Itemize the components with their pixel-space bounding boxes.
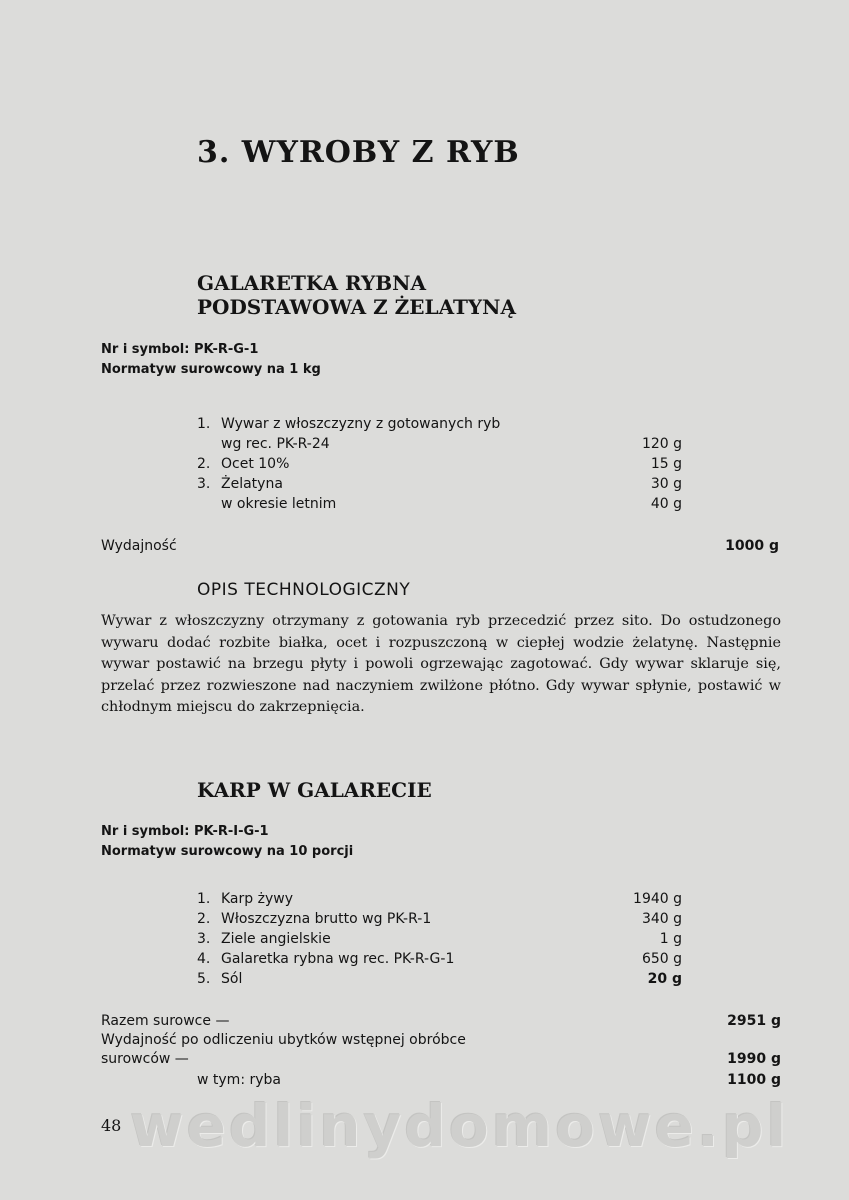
- section-heading: OPIS TECHNOLOGICZNY: [197, 580, 411, 600]
- ingredient-name: w okresie letnim: [221, 496, 337, 512]
- ingredient-row: [197, 969, 242, 989]
- recipe2-yield-value: 1990 g: [727, 1051, 781, 1067]
- ingredient-name: Żelatyna: [221, 476, 283, 492]
- ingredient-name: Włoszczyzna brutto wg PK-R-1: [221, 911, 432, 927]
- ingredient-row: [197, 929, 331, 949]
- ingredient-name: Ziele angielskie: [221, 931, 331, 947]
- recipe2-total-label: Razem surowce —: [101, 1013, 230, 1029]
- ingredient-row: [197, 889, 293, 909]
- ingredient-quantity: 1 g: [659, 931, 682, 947]
- recipe2-total-value: 2951 g: [727, 1013, 781, 1029]
- ingredient-quantity: 20 g: [647, 971, 682, 987]
- technology-description: Wywar z włoszczyzny otrzymany z gotowania ryb przecedzić przez sito. Do ostudzonego wywaru dodać rozbite białka, ocet i rozpuszczoną w ciepłej wodzie żelatynę. Następnie wywar postawić na brzegu płyty i powoli ogrzewając zagotować. Gdy wywar sklaruje się, przelać przez rozwieszone nad naczyniem zwilżone płótno. Gdy wywar spłynie, postawić w chłodnym miejscu do zakrzepnięcia.: [101, 613, 781, 716]
- ingredient-quantity: 15 g: [650, 456, 682, 472]
- ingredient-quantity: 120 g: [641, 436, 682, 452]
- recipe2-fish-value: 1100 g: [727, 1072, 781, 1088]
- recipe2-norm: Normatyw surowcowy na 10 porcji: [101, 844, 354, 859]
- recipe2-yield-line2: surowców —: [101, 1051, 189, 1067]
- ingredient-number: 3.: [197, 476, 211, 492]
- ingredient-number: 1.: [197, 416, 211, 432]
- recipe1-yield-value: 1000 g: [725, 538, 779, 554]
- watermark: wedlinydomowe.pl: [130, 1092, 790, 1160]
- recipe2-title: KARP W GALARECIE: [197, 778, 432, 802]
- recipe2-symbol: Nr i symbol: PK-R-I-G-1: [101, 824, 269, 839]
- recipe1-norm: Normatyw surowcowy na 1 kg: [101, 362, 321, 377]
- ingredient-quantity: 650 g: [641, 951, 682, 967]
- ingredient-row: [197, 434, 330, 454]
- ingredient-row: [197, 949, 454, 969]
- ingredient-name: Wywar z włoszczyzny z gotowanych ryb: [221, 416, 501, 432]
- ingredient-number: 2.: [197, 456, 211, 472]
- ingredient-quantity: 340 g: [641, 911, 682, 927]
- recipe1-yield-label: Wydajność: [101, 538, 177, 554]
- page-number: 48: [101, 1116, 122, 1135]
- ingredient-number: 2.: [197, 911, 211, 927]
- ingredient-name: Ocet 10%: [221, 456, 290, 472]
- ingredient-name: Karp żywy: [221, 891, 293, 907]
- chapter-title: 3. WYROBY Z RYB: [197, 135, 520, 170]
- ingredient-row: [197, 494, 336, 514]
- recipe1-symbol: Nr i symbol: PK-R-G-1: [101, 342, 259, 357]
- ingredient-quantity: 30 g: [650, 476, 682, 492]
- ingredient-quantity: 1940 g: [633, 891, 682, 907]
- ingredient-quantity: 40 g: [650, 496, 682, 512]
- ingredient-name: Sól: [221, 971, 243, 987]
- ingredient-number: 1.: [197, 891, 211, 907]
- recipe2-yield-line1: Wydajność po odliczeniu ubytków wstępnej obróbce: [101, 1032, 466, 1048]
- ingredient-number: 5.: [197, 971, 211, 987]
- ingredient-row: [197, 474, 283, 494]
- ingredient-number: 3.: [197, 931, 211, 947]
- recipe2-fish-label: w tym: ryba: [197, 1072, 281, 1088]
- ingredient-number: 4.: [197, 951, 211, 967]
- ingredient-row: [197, 909, 431, 929]
- recipe1-title-line2: PODSTAWOWA Z ŻELATYNĄ: [197, 295, 516, 319]
- ingredient-name: Galaretka rybna wg rec. PK-R-G-1: [221, 951, 455, 967]
- ingredient-row: [197, 454, 289, 474]
- ingredient-row: [197, 414, 500, 434]
- ingredient-name: wg rec. PK-R-24: [221, 436, 330, 452]
- recipe1-title-line1: GALARETKA RYBNA: [197, 271, 426, 295]
